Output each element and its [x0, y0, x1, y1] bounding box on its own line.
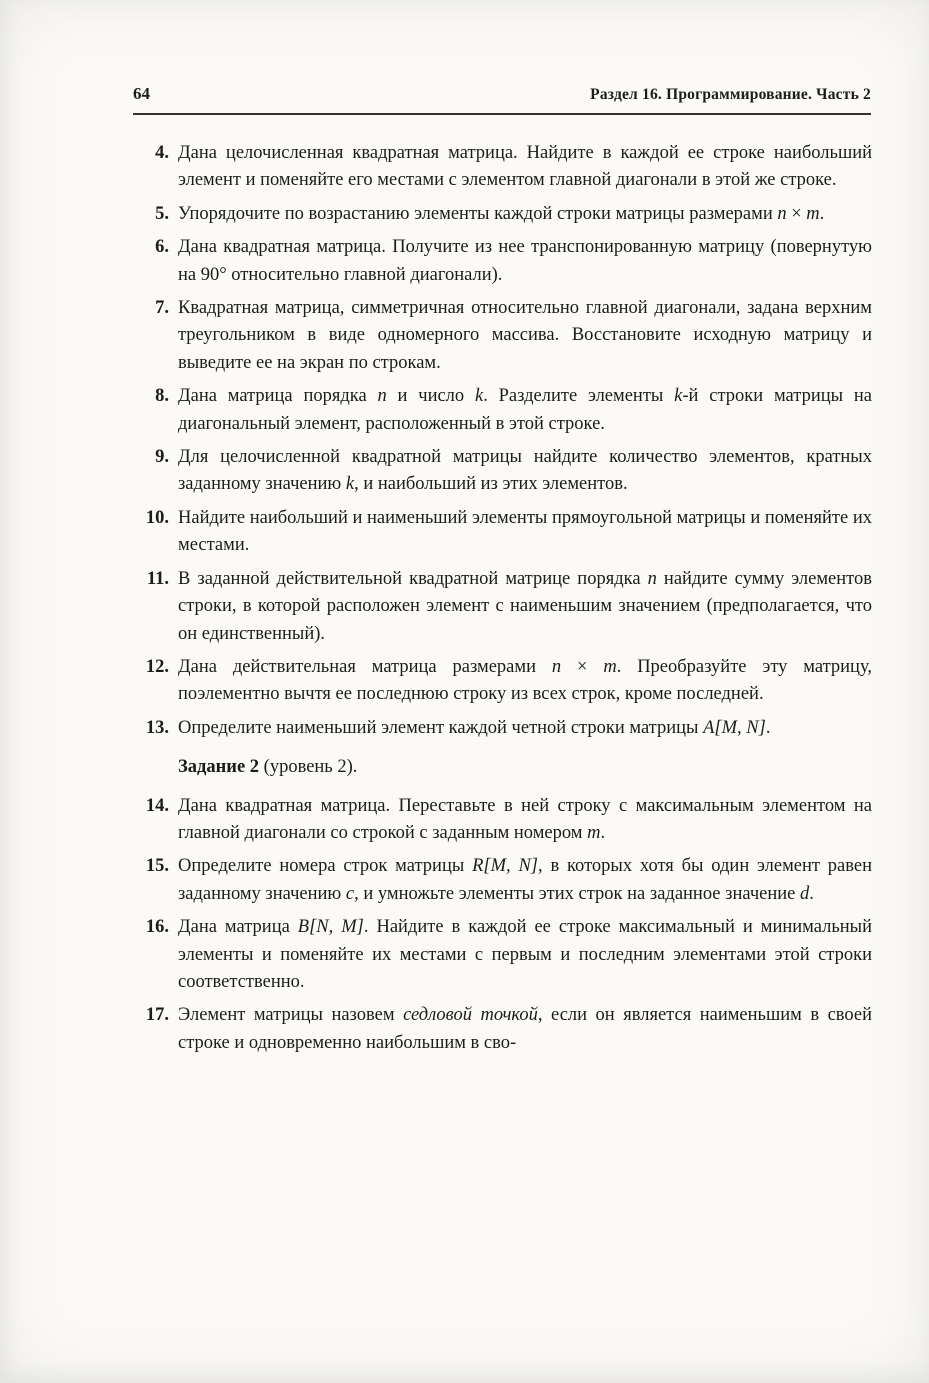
- text-run: Упорядочите по возрастанию элементы каждой строки матрицы размерами: [178, 203, 778, 224]
- text-run: Определите номера строк матрицы: [178, 856, 473, 877]
- item-text: [178, 295, 872, 377]
- list-item: [133, 853, 872, 908]
- text-run: R[M, N]: [472, 856, 539, 877]
- text-run: m: [603, 656, 617, 677]
- item-number: 14.: [145, 795, 169, 816]
- text-run: A[M, N]: [703, 717, 766, 738]
- text-run: n: [551, 656, 562, 677]
- text-run: Для целочисленной квадратной матрицы найдите количество элементов, кратных заданному значению: [178, 447, 872, 495]
- text-run: n: [647, 568, 657, 589]
- item-number: 11.: [146, 568, 169, 589]
- item-number: 9.: [155, 447, 169, 468]
- item-text: [178, 505, 872, 560]
- text-run: Дана квадратная матрица. Получите из нее транспонированную матрицу (повернутую на 90° относительно главной диагонали).: [178, 237, 872, 285]
- text-run: Дана квадратная матрица. Переставьте в ней строку с максимальным элементом на главной диагонали со строкой с заданным номером: [178, 795, 872, 843]
- item-text: [178, 853, 872, 908]
- problem-list: [133, 140, 872, 1057]
- text-run: , и наибольший из этих элементов.: [354, 474, 628, 495]
- page-header: [0, 0, 929, 104]
- text-run: найдите сумму элементов строки, в которой расположен элемент с наименьшим значением (предполагается, что он единственный).: [178, 568, 872, 644]
- text-run: , и умножьте элементы этих строк на заданное значение: [354, 883, 800, 904]
- item-number: 12.: [145, 656, 169, 677]
- text-run: d: [799, 883, 810, 904]
- page-content: [0, 115, 929, 1057]
- list-item: [133, 715, 872, 742]
- text-run: m: [587, 822, 601, 843]
- item-number: 8.: [155, 386, 169, 407]
- text-run: ×: [786, 203, 807, 224]
- text-run: m: [806, 203, 820, 224]
- running-head: Раздел 16. Программирование. Часть 2: [590, 86, 871, 103]
- text-run: .: [809, 883, 814, 904]
- text-run: .: [819, 203, 825, 224]
- list-item: [133, 295, 872, 377]
- text-run: (уровень 2).: [259, 757, 358, 778]
- text-run: седловой точкой: [403, 1005, 538, 1026]
- text-run: и число: [386, 386, 475, 407]
- text-run: n: [777, 203, 787, 224]
- text-run: Дана матрица: [178, 917, 298, 938]
- item-text: [178, 201, 872, 228]
- text-run: Задание 2: [178, 757, 260, 778]
- item-number: 16.: [145, 917, 169, 938]
- list-item: [133, 654, 872, 709]
- page-number: 64: [133, 84, 150, 103]
- text-run: Дана действительная матрица размерами: [178, 656, 552, 677]
- text-run: . Разделите элементы: [483, 386, 675, 407]
- item-text: [178, 914, 872, 996]
- text-run: B[N, M]: [297, 917, 364, 938]
- item-text: [178, 383, 872, 438]
- list-item: [133, 201, 872, 228]
- list-item: [133, 1002, 872, 1057]
- item-number: 5.: [155, 203, 169, 224]
- item-text: [178, 654, 872, 709]
- text-run: .: [765, 717, 771, 738]
- item-number: 17.: [145, 1005, 169, 1026]
- text-run: В заданной действительной квадратной матрице порядка: [178, 568, 648, 589]
- list-item: [133, 383, 872, 438]
- item-text: [178, 793, 872, 848]
- list-item: [133, 444, 872, 499]
- text-run: Найдите наибольший и наименьший элементы прямоугольной матрицы и поменяйте их местами.: [178, 507, 872, 556]
- item-number: 6.: [155, 237, 169, 258]
- text-run: Элемент матрицы назовем: [178, 1005, 404, 1026]
- item-number: 15.: [145, 856, 169, 877]
- item-text: [178, 140, 872, 195]
- list-item: [133, 505, 872, 560]
- text-run: -й строки матрицы на диагональный элемент, расположенный в этой строке.: [178, 386, 872, 434]
- text-run: c: [345, 883, 355, 904]
- text-run: .: [600, 822, 606, 843]
- text-run: Определите наименьший элемент каждой четной строки матрицы: [178, 717, 704, 738]
- text-run: , если он является наименьшим в своей строке и одновременно наибольшим в сво-: [178, 1005, 872, 1053]
- text-run: . Преобразуйте эту матрицу, поэлементно вычтя ее последнюю строку из всех строк, кроме последней.: [178, 656, 872, 705]
- item-text: [178, 566, 872, 648]
- text-run: n: [377, 386, 387, 407]
- item-text: [178, 1002, 872, 1057]
- item-text: [178, 715, 872, 742]
- section-heading: [178, 754, 872, 781]
- text-run: ×: [561, 656, 604, 677]
- list-item: [133, 140, 872, 195]
- text-run: , в которых хотя бы один элемент равен заданному значению: [178, 856, 873, 904]
- item-text: [178, 234, 872, 289]
- list-item: [133, 914, 872, 996]
- text-run: k: [474, 386, 484, 407]
- text-run: Дана целочисленная квадратная матрица. Найдите в каждой ее строке наибольший элемент и поменяйте его местами с элементом главной диагонали в этой же строке.: [178, 143, 872, 191]
- item-number: 10.: [145, 507, 169, 528]
- item-text: [178, 444, 872, 499]
- list-item: [133, 566, 872, 648]
- text-run: Квадратная матрица, симметричная относительно главной диагонали, задана верхним треугольником в виде одномерного массива. Восстановите исходную матрицу и выведите ее на экран по строкам.: [178, 298, 872, 373]
- item-number: 13.: [145, 717, 169, 738]
- item-number: 7.: [155, 298, 169, 319]
- list-item: [133, 793, 872, 848]
- text-run: k: [345, 474, 355, 495]
- text-run: . Найдите в каждой ее строке максимальный и минимальный элементы и поменяйте их местами с первым и последним элементами этой строки соответственно.: [178, 917, 873, 992]
- text-run: k: [674, 386, 683, 407]
- item-number: 4.: [155, 143, 169, 163]
- list-item: [133, 234, 872, 289]
- text-run: Дана матрица порядка: [178, 386, 378, 407]
